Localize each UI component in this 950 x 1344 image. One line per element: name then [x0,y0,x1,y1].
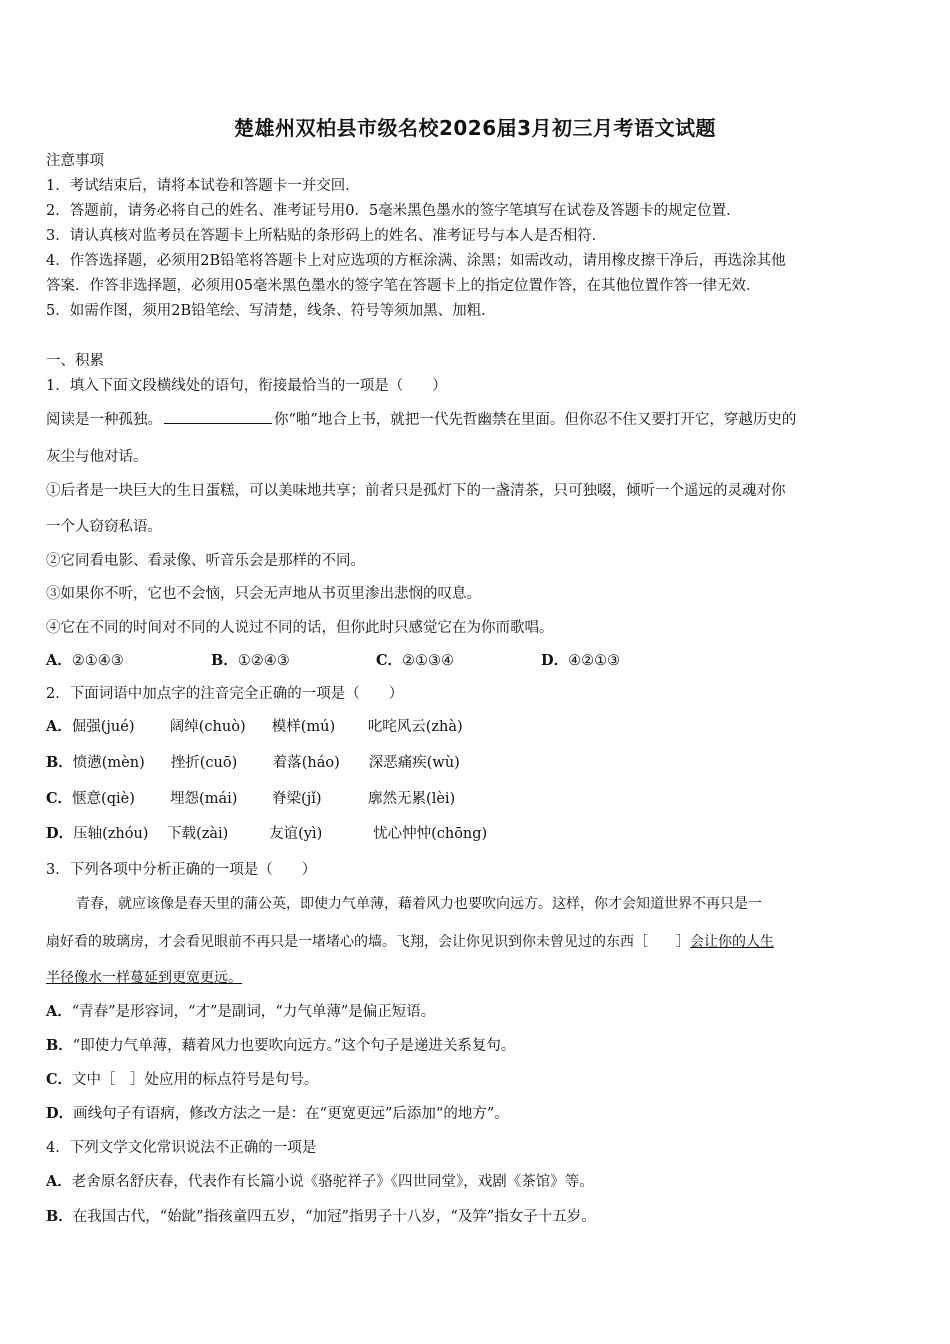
q4-option-b: B．在我国古代，“始龀”指孩童四五岁，“加冠”指男子十八岁，“及笄”指女子十五岁。 [46,1208,596,1225]
q1-passage-c: 灰尘与他对话。 [46,449,148,465]
notice-heading: 注意事项 [46,153,104,169]
fill-blank [164,409,272,424]
q1-option-d: D．④②①③ [541,652,621,669]
q1-option-b: B．①②④③ [211,652,290,669]
q1-options [46,651,620,671]
q1-option-a: A．②①④③ [46,652,124,669]
q3-passage-line-3: 半径像水一样蔓延到更宽更远。 [46,970,242,986]
q2-option-c: C．惬意(qiè) 埋怨(mái) 脊梁(jǐ) 廓然无累(lèi) [46,790,456,807]
q3-option-d: D．画线句子有语病，修改方法之一是：在“更宽更远”后添加“的地方”。 [46,1105,509,1122]
q3-stem: 3．下列各项中分析正确的一项是（ ） [46,862,317,878]
underlined-sentence: 会让你的人生 [690,934,774,950]
q1-sentence-3: ③如果你不听，它也不会恼，只会无声地从书页里渗出悲悯的叹息。 [46,586,481,602]
q1-sentence-1a: ①后者是一块巨大的生日蛋糕，可以美味地共享；前者只是孤灯下的一盏清茶，只可独啜，倾听一个遥远的灵魂对你 [46,483,786,499]
notice-item: 4．作答选择题，必须用2B铅笔将答题卡上对应选项的方框涂满、涂黑；如需改动，请用橡皮擦干净后，再选涂其他 [46,253,786,269]
q3-option-a: A．“青春”是形容词，“才”是副词，“力气单薄”是偏正短语。 [46,1003,436,1020]
q1-passage [46,409,796,430]
q1-stem: 1．填入下面文段横线处的语句，衔接最恰当的一项是（ ） [46,378,447,394]
notice-item: 1．考试结束后，请将本试卷和答题卡一并交回． [46,178,360,194]
q1-sentence-1b: 一个人窃窃私语。 [46,519,162,535]
notice-item: 3．请认真核对监考员在答题卡上所粘贴的条形码上的姓名、准考证号与本人是否相符． [46,228,607,244]
notice-item: 5．如需作图，须用2B铅笔绘、写清楚，线条、符号等须加黑、加粗． [46,303,496,319]
q1-option-c: C．②①③④ [376,652,455,669]
q2-option-b: B．愤懑(mèn) 挫折(cuō) 着落(háo) 深恶痛疾(wù) [46,754,460,771]
q2-option-a: A．倔强(jué) 阔绰(chuò) 模样(mú) 叱咤风云(zhà) [46,718,463,735]
q3-passage-line-1: 青春，就应该像是春天里的蒲公英，即使力气单薄，藉着风力也要吹向远方。这样，你才会知道世界不再只是一 [76,896,762,912]
q1-sentence-2: ②它同看电影、看录像、听音乐会是那样的不同。 [46,553,365,569]
q1-passage-a: 阅读是一种孤独。 [46,412,162,428]
notice-item: 2．答题前，请务必将自己的姓名、准考证号用0．5毫米黑色墨水的签字笔填写在试卷及答题卡的规定位置． [46,203,741,219]
q2-option-d: D．压轴(zhóu) 下载(zài) 友谊(yì) 忧心忡忡(chōng) [46,825,488,842]
q4-stem: 4．下列文学文化常识说法不正确的一项是 [46,1140,317,1156]
q4-option-a: A．老舍原名舒庆春，代表作有长篇小说《骆驼祥子》《四世同堂》，戏剧《茶馆》等。 [46,1173,594,1190]
q1-passage-b: 你“啪”地合上书，就把一代先哲幽禁在里面。但你忍不住又要打开它，穿越历史的 [274,412,797,428]
page-title: 楚雄州双柏县市级名校2026届3月初三月考语文试题 [233,116,717,140]
notice-item: 答案．作答非选择题，必须用05毫米黑色墨水的签字笔在答题卡上的指定位置作答，在其他位置作答一律无效． [46,278,761,294]
q3-option-b: B．“即使力气单薄，藉着风力也要吹向远方。”这个句子是递进关系复句。 [46,1037,516,1054]
q1-sentence-4: ④它在不同的时间对不同的人说过不同的话，但你此时只感觉它在为你而歌唱。 [46,620,554,636]
q3-option-c: C．文中［ ］处应用的标点符号是句号。 [46,1071,319,1088]
q2-stem: 2．下面词语中加点字的注音完全正确的一项是（ ） [46,686,404,702]
q3-passage-line-2: 扇好看的玻璃房，才会看见眼前不再只是一堵堵心的墙。飞翔，会让你见识到你未曾见过的东西［ ］会让你的人生 [46,934,774,950]
section-heading: 一、积累 [46,353,104,369]
